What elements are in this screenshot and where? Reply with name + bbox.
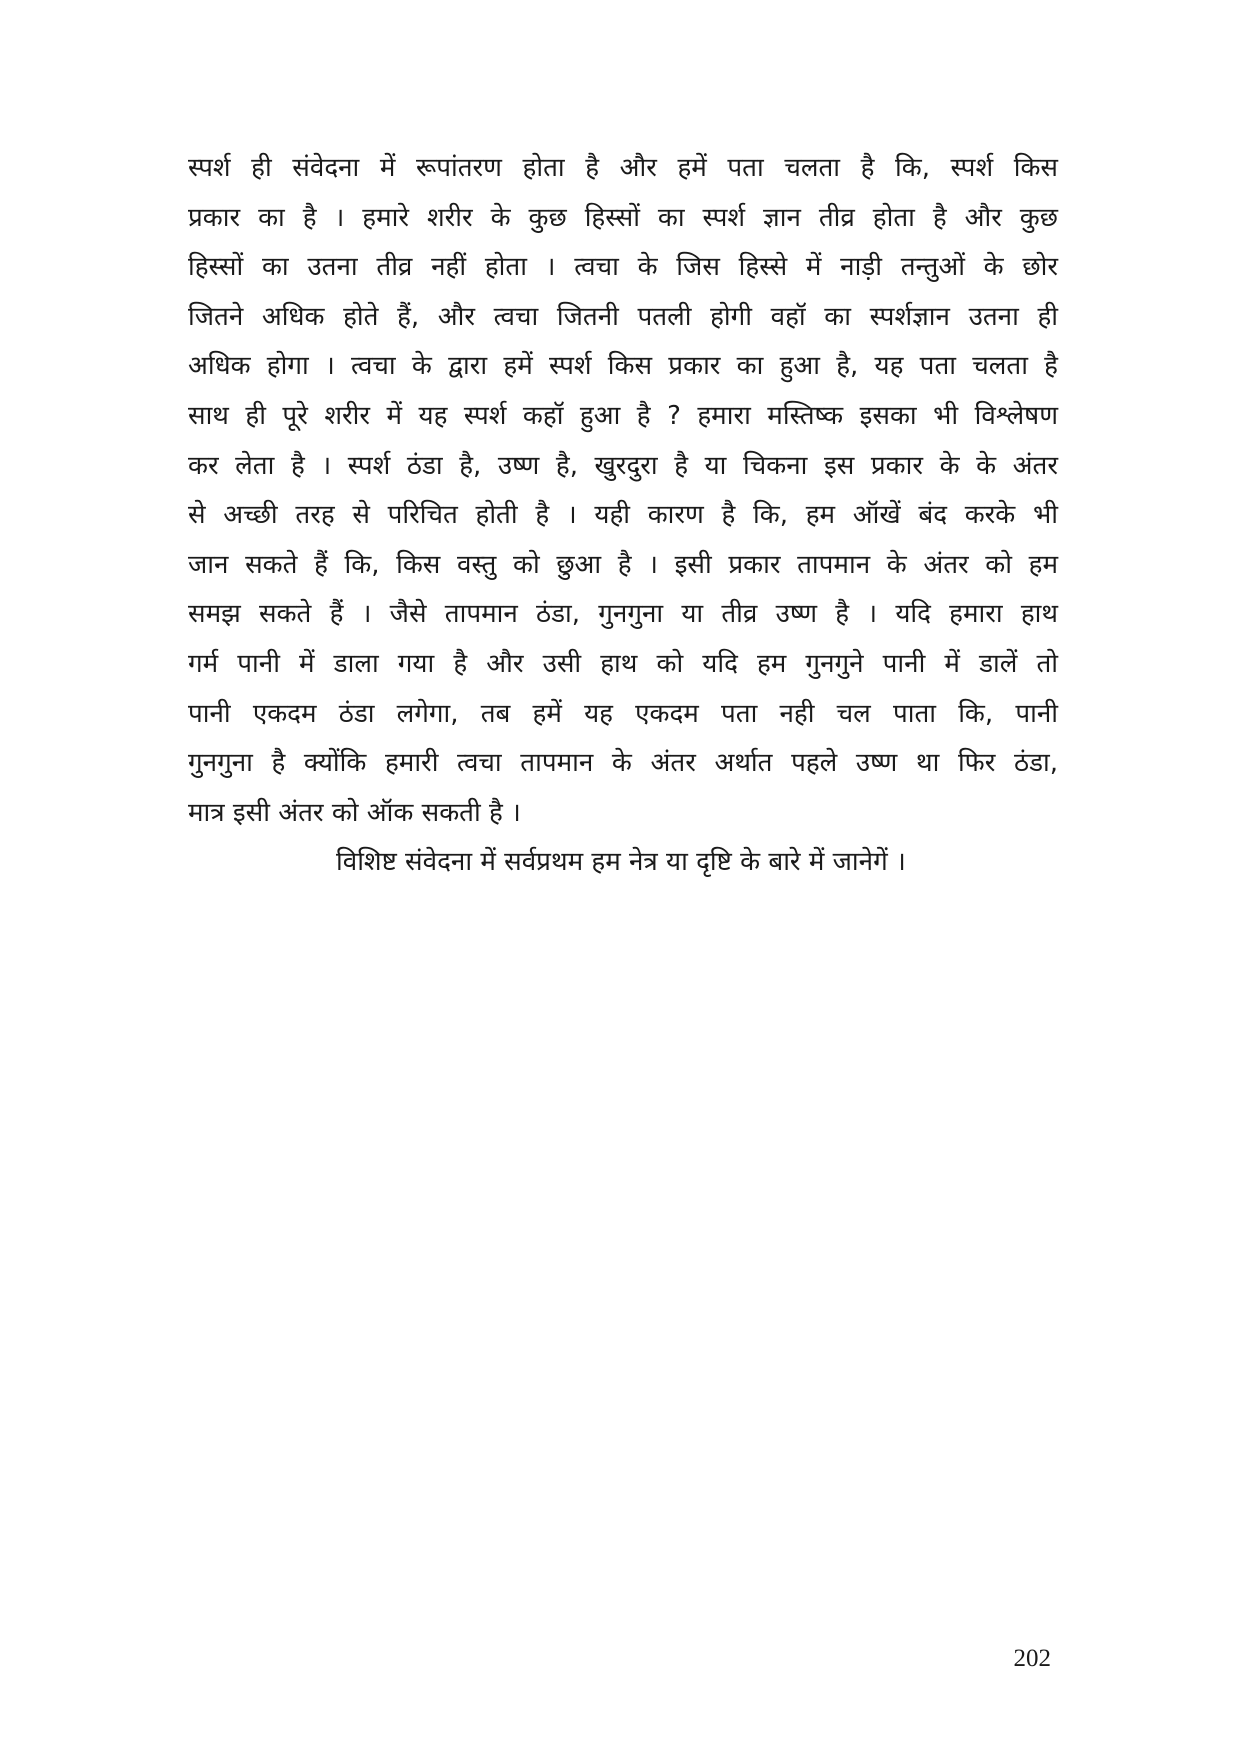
paragraph-line: अधिक होगा । त्वचा के द्वारा हमें स्पर्श किस प्रकार का हुआ है, यह पता चलता है bbox=[188, 351, 1058, 382]
body-paragraph bbox=[188, 144, 1058, 888]
closing-line: विशिष्ट संवेदना में सर्वप्रथम हम नेत्र या दृष्टि के बारे में जानेगें । bbox=[336, 847, 906, 878]
paragraph-line: समझ सकते हैं । जैसे तापमान ठंडा, गुनगुना या तीव्र उष्ण है । यदि हमारा हाथ bbox=[188, 599, 1058, 630]
paragraph-line: हिस्सों का उतना तीव्र नहीं होता । त्वचा के जिस हिस्से में नाड़ी तन्तुओं के छोर bbox=[188, 252, 1058, 283]
paragraph-line: गुनगुना है क्योंकि हमारी त्वचा तापमान के अंतर अर्थात पहले उष्ण था फिर ठंडा, bbox=[188, 748, 1058, 779]
paragraph-line: स्पर्श ही संवेदना में रूपांतरण होता है और हमें पता चलता है कि, स्पर्श किस bbox=[188, 153, 1058, 183]
paragraph-line: से अच्छी तरह से परिचित होती है । यही कारण है कि, हम ऑखें बंद करके भी bbox=[188, 500, 1058, 531]
paragraph-line: जितने अधिक होते हैं, और त्वचा जितनी पतली होगी वहॉ का स्पर्शज्ञान उतना ही bbox=[188, 301, 1058, 332]
paragraph-line: मात्र इसी अंतर को ऑक सकती है । bbox=[188, 797, 521, 828]
page-number: 202 bbox=[1013, 1645, 1051, 1672]
paragraph-line: पानी एकदम ठंडा लगेगा, तब हमें यह एकदम पता नही चल पाता कि, पानी bbox=[188, 698, 1058, 729]
paragraph-line: गर्म पानी में डाला गया है और उसी हाथ को यदि हम गुनगुने पानी में डालें तो bbox=[188, 648, 1058, 679]
paragraph-line: प्रकार का है । हमारे शरीर के कुछ हिस्सों का स्पर्श ज्ञान तीव्र होता है और कुछ bbox=[188, 202, 1058, 233]
paragraph-line: साथ ही पूरे शरीर में यह स्पर्श कहॉ हुआ है ? हमारा मस्तिष्क इसका भी विश्लेषण bbox=[188, 400, 1058, 431]
paragraph-line: जान सकते हैं कि, किस वस्तु को छुआ है । इसी प्रकार तापमान के अंतर को हम bbox=[188, 549, 1058, 580]
paragraph-line: कर लेता है । स्पर्श ठंडा है, उष्ण है, खुरदुरा है या चिकना इस प्रकार के के अंतर bbox=[188, 450, 1058, 481]
